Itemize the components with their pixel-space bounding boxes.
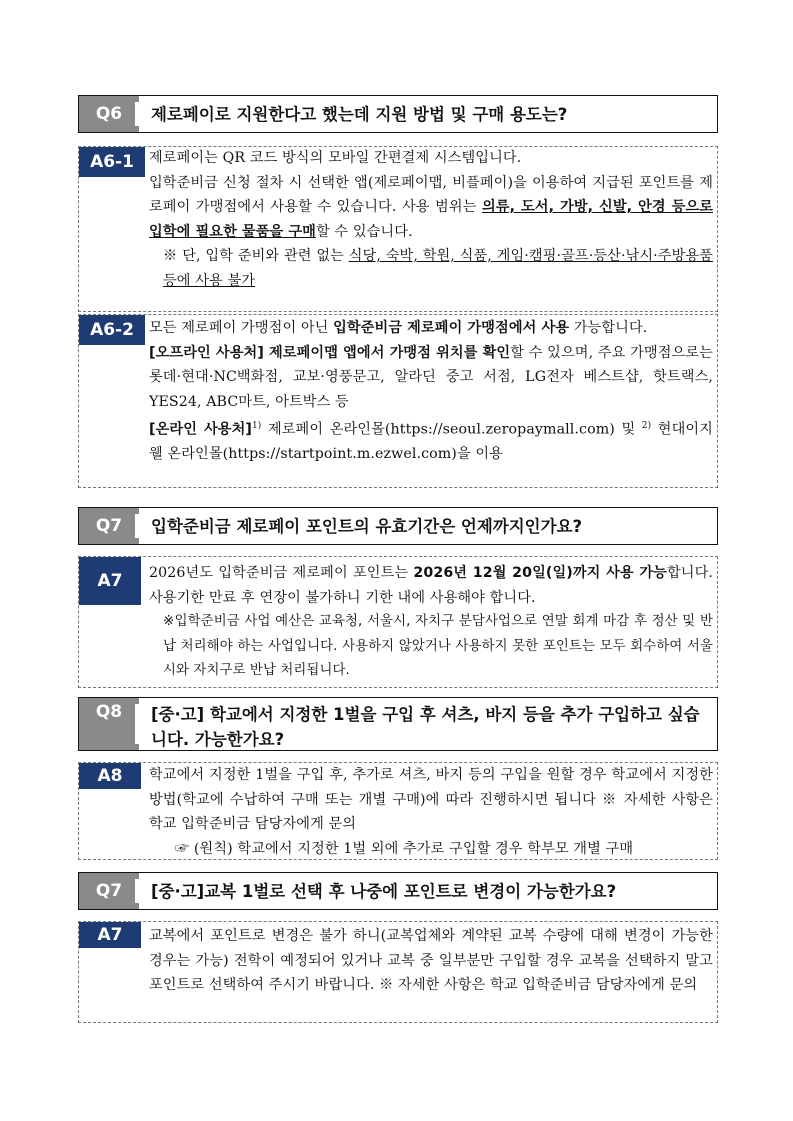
answer-a8 [78,762,718,860]
answer-tag: A6-1 [79,147,145,177]
answer-paragraph: 제로페이는 QR 코드 방식의 모바일 간편결제 시스템입니다. [149,150,522,166]
question-q7-uniform [78,872,718,910]
answer-tag: A7 [79,557,141,605]
answer-paragraph: 교복에서 포인트로 변경은 불가 하니(교복업체와 계약된 교복 수량에 대해 변경이 가능한 경우는 가능) 전학이 예정되어 있거나 교복 중 일부분만 구입할 경우 교복을 선택하지 말고 포인트로 선택하여 주시기 바랍니다. ※ 자세한 사항은 학교 입학준비금 담당자에게 문의 [149,928,713,993]
answer-a6-1 [78,146,718,312]
answer-paragraph: 학교에서 지정한 1벌을 구입 후, 추가로 셔츠, 바지 등의 구입을 원할 경우 학교에서 지정한 방법(학교에 수납하여 구매 또는 개별 구매)에 따라 진행하시면 됩니다 ※ 자세한 사항은 학교 입학준비금 담당자에게 문의 [149,767,713,832]
question-text: [중·고] 학교에서 지정한 1벌을 구입 후 셔츠, 바지 등을 추가 구입하고 싶습니다. 가능한가요? [151,705,700,749]
answer-body [149,924,713,998]
answer-a7 [78,556,718,688]
answer-tag: A7 [79,922,141,948]
question-q6 [78,95,718,133]
answer-paragraph: 2026년도 입학준비금 제로페이 포인트는 2026년 12월 20일(일)까지 사용 가능합니다. 사용기한 만료 후 연장이 불가하니 기한 내에 사용해야 합니다. [149,565,713,606]
answer-body [149,316,713,467]
question-text: [중·고] 교복 1벌로 선택 후 나중에 포인트로 변경이 가능한가요? [151,881,617,901]
answer-note: ☞ (원칙) 학교에서 지정한 1벌 외에 추가로 구입할 경우 학부모 개별 구매 [175,840,634,857]
question-tag: Q7 [79,508,139,544]
question-text: 제로페이로 지원한다고 했는데 지원 방법 및 구매 용도는? [151,104,568,124]
question-q8 [78,697,718,751]
answer-a7-uniform [78,921,718,1023]
question-tag: Q6 [79,96,139,132]
question-text: 입학준비금 제로페이 포인트의 유효기간은 언제까지인가요? [151,516,583,536]
answer-paragraph: [오프라인 사용처] 제로페이맵 앱에서 가맹점 위치를 확인할 수 있으며, 주요 가맹점으로는 롯데·현대·NC백화점, 교보·영풍문고, 알라딘 중고 서점, LG전자 베스트샵, 핫트랙스, YES24, ABC마트, 아트박스 등 [149,344,713,410]
answer-paragraph: [온라인 사용처]$^{1)}$ 제로페이 온라인몰(https://seoul.zeropaymall.com) 및 $^{2)}$ 현대이지웰 온라인몰(https://startpoint.m.ezwel.com)을 이용 [149,421,713,463]
answer-note: ※입학준비금 사업 예산은 교육청, 서울시, 자치구 분담사업으로 연말 회계 마감 후 정산 및 반납 처리해야 하는 사업입니다. 사용하지 않았거나 사용하지 못한 포인트는 모두 회수하여 서울시와 자치구로 반납 처리됩니다. [163,614,713,678]
answer-body [149,561,713,684]
answer-body [149,763,713,861]
question-tag: Q7 [79,873,139,909]
question-tag: Q8 [79,698,139,750]
answer-paragraph: 모든 제로페이 가맹점이 아닌 입학준비금 제로페이 가맹점에서 사용 가능합니다. [149,320,648,336]
answer-tag: A8 [79,763,141,789]
answer-note: ※ 단, 입학 준비와 관련 없는 식당, 숙박, 학원, 식품, 게임·캠핑·골프·등산·낚시·주방용품 등에 사용 불가 [163,248,713,289]
answer-body [149,146,713,293]
question-q7 [78,507,718,545]
answer-a6-2 [78,314,718,488]
answer-paragraph: 입학준비금 신청 절차 시 선택한 앱(제로페이맵, 비플페이)을 이용하여 지급된 포인트를 제로페이 가맹점에서 사용할 수 있습니다. 사용 범위는 의류, 도서, 가방, 신발, 안경 등으로 입학에 필요한 물품을 구매할 수 있습니다. [149,174,713,240]
answer-tag: A6-2 [79,315,145,345]
